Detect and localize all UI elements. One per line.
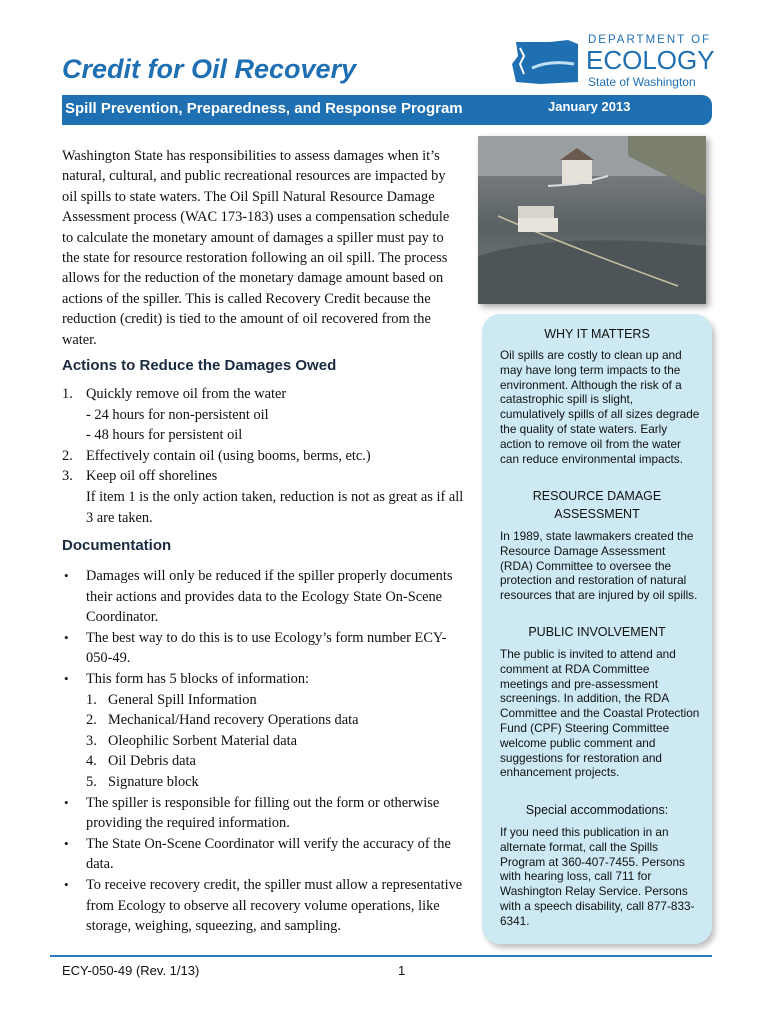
logo-department: DEPARTMENT OF (588, 34, 712, 46)
actions-list-container (62, 384, 472, 528)
list-item: 4. Oil Debris data (86, 753, 196, 770)
list-item: • To receive recovery credit, the spiller must allow a representative from Ecology to observe all recovery volume operations, like storage, weighing, squeezing, and sampling. (62, 875, 472, 937)
why-it-matters-heading: WHY IT MATTERS (544, 327, 650, 341)
list-item: 2. Mechanical/Hand recovery Operations data (86, 712, 359, 729)
oil-recovery-photo (478, 136, 706, 304)
special-accommodations-heading: Special accommodations: (525, 803, 669, 817)
ecology-logo (510, 30, 715, 92)
list-item: 3. Oleophilic Sorbent Material data (86, 732, 298, 749)
documentation-list-container (62, 566, 472, 937)
logo-state: State of Washington (588, 75, 696, 89)
documentation-heading: Documentation (62, 537, 172, 554)
documentation-list (62, 566, 472, 937)
list-item: • This form has 5 blocks of information: 1. General Spill Information 2. Mechanical/Hand recovery Operations data 3. Oleophilic Sorbent Material data 4. Oil Debris data 5. Signature block (62, 669, 472, 793)
actions-list (62, 384, 472, 528)
why-it-matters-text: Oil spills are costly to clean up and may have long term impacts to the environment. Although the risk of a catastrophic spill is slight, cumulatively spills of all sizes degrade the quality of state waters. Early action to remove oil from the water can reduce environmental impacts. (500, 348, 700, 466)
list-item: 1. General Spill Information (86, 691, 257, 708)
logo-ecology: ECOLOGY (586, 45, 715, 75)
form-blocks-list (86, 690, 472, 793)
list-item: • The spiller is responsible for filling out the form or otherwise providing the required information. (62, 793, 472, 834)
rda-heading-line2: ASSESSMENT (554, 507, 640, 521)
program-name: Spill Prevention, Preparedness, and Response Program (65, 100, 463, 117)
page-number: 1 (398, 963, 406, 978)
list-item: • The best way to do this is to use Ecology’s form number ECY-050-49. (62, 628, 472, 669)
list-item: • The State On-Scene Coordinator will verify the accuracy of the data. (62, 834, 472, 875)
list-item: • Damages will only be reduced if the spiller properly documents their actions and provides data to the Ecology State On-Scene Coordinator. (62, 566, 472, 628)
list-item: 3. Keep oil off shorelines If item 1 is the only action taken, reduction is not as great as if all 3 are taken. (62, 468, 464, 526)
sidebar-panel (482, 314, 712, 944)
program-banner (62, 95, 712, 125)
photo-illustration (478, 136, 706, 304)
form-identifier: ECY-050-49 (Rev. 1/13) (62, 963, 200, 978)
special-accommodations-text: If you need this publication in an alternate format, call the Spills Program at 360-407-7455. Persons with hearing loss, call 711 for Washington Relay Service. Persons with a speech disability, call 877-833-6341. (500, 825, 695, 928)
page-title: Credit for Oil Recovery (62, 54, 357, 84)
actions-heading: Actions to Reduce the Damages Owed (62, 357, 337, 374)
public-involvement-text: The public is invited to attend and comment at RDA Committee meetings and pre-assessment screenings. In addition, the RDA Committee and the Coastal Protection Fund (CPF) Steering Committee welcome public comment and suggestions for restoration and enhancement projects. (500, 647, 700, 780)
footer-divider (50, 955, 712, 957)
rda-heading-line1: RESOURCE DAMAGE (532, 489, 662, 503)
list-item: 1. Quickly remove oil from the water - 24 hours for non-persistent oil - 48 hours for persistent oil (62, 386, 287, 444)
intro-paragraph: Washington State has responsibilities to assess damages when it’s natural, cultural, and public recreational resources are impacted by oil spills to state waters. The Oil Spill Natural Resource Damage Assessment process (WAC 173-183) uses a compensation schedule to calculate the monetary amount of damages a spiller must pay to the state for resource restoration following an oil spill. The process allows for the reduction of the monetary damage amount based on actions of the spiller. This is called Recovery Credit because the reduction (credit) is tied to the amount of oil recovered from the water. (62, 148, 450, 348)
public-involvement-heading: PUBLIC INVOLVEMENT (528, 625, 666, 639)
publication-date: January 2013 (548, 99, 631, 114)
list-item: 2. Effectively contain oil (using booms, berms, etc.) (62, 447, 371, 464)
rda-text: In 1989, state lawmakers created the Resource Damage Assessment (RDA) Committee to oversee the protection and restoration of natural resources that are injured by oil spills. (500, 529, 698, 603)
list-item: 5. Signature block (86, 773, 199, 790)
washington-state-map-icon (510, 34, 582, 90)
